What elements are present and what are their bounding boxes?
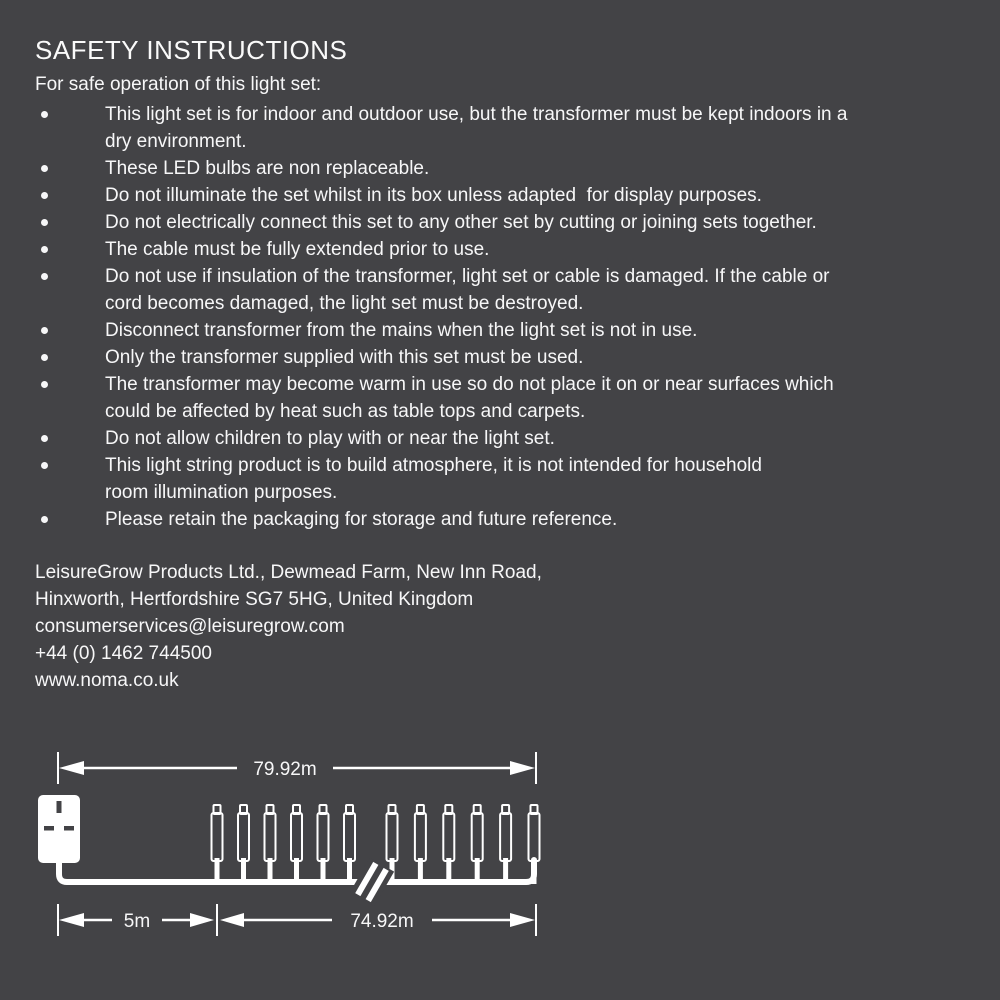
contact-line: LeisureGrow Products Ltd., Dewmead Farm, New Inn Road, xyxy=(35,562,542,583)
safety-bullet-line: Disconnect transformer from the mains when the light set is not in use. xyxy=(105,320,698,341)
safety-bullet-item xyxy=(35,506,960,533)
safety-bullet-line: could be affected by heat such as table tops and carpets. xyxy=(105,401,586,422)
bullet-dot xyxy=(41,165,48,172)
safety-bullet-line: Do not illuminate the set whilst in its box unless adapted for display purposes. xyxy=(105,185,762,206)
dimension-lines xyxy=(84,768,512,920)
bulb-icon xyxy=(387,805,398,884)
bullet-dot xyxy=(41,219,48,226)
uk-plug-icon xyxy=(38,795,80,863)
bulb-icon xyxy=(291,805,302,884)
safety-bullet-item xyxy=(35,182,960,209)
contact-line: Hinxworth, Hertfordshire SG7 5HG, United Kingdom xyxy=(35,589,474,610)
bullet-dot xyxy=(41,246,48,253)
lead-length-label: 5m xyxy=(123,911,151,932)
bulb-icon xyxy=(265,805,276,884)
safety-bullet-line: Do not allow children to play with or near the light set. xyxy=(105,428,555,449)
cable-break-icon xyxy=(350,858,394,907)
safety-bullet-line: The transformer may become warm in use so do not place it on or near surfaces which xyxy=(105,374,834,395)
safety-bullet-item xyxy=(35,236,960,263)
bullet-dot xyxy=(41,327,48,334)
contact-line: consumerservices@leisuregrow.com xyxy=(35,616,345,637)
contact-line: +44 (0) 1462 744500 xyxy=(35,643,212,664)
safety-bullet-line: This light string product is to build atmosphere, it is not intended for household xyxy=(105,455,762,476)
bullet-dot xyxy=(41,111,48,118)
safety-bullet-line: The cable must be fully extended prior to use. xyxy=(105,239,490,260)
bulb-icon xyxy=(443,805,454,884)
safety-bullet-item xyxy=(35,209,960,236)
safety-bullet-line: Do not electrically connect this set to any other set by cutting or joining sets together. xyxy=(105,212,817,233)
bulb-icon xyxy=(500,805,511,884)
safety-bullet-line: Please retain the packaging for storage and future reference. xyxy=(105,509,618,530)
total-length-label: 79.92m xyxy=(253,759,317,780)
bulb-icon xyxy=(415,805,426,884)
bullet-dot xyxy=(41,462,48,469)
bullet-dot xyxy=(41,435,48,442)
dimension-ticks xyxy=(58,752,536,936)
safety-bullet-item xyxy=(35,371,960,425)
safety-bullet-item xyxy=(35,317,960,344)
intro-text: For safe operation of this light set: xyxy=(35,74,322,95)
bullet-dot xyxy=(41,381,48,388)
safety-bullet-item xyxy=(35,425,960,452)
bulb-icon xyxy=(529,805,540,884)
dimension-arrowheads xyxy=(59,761,535,927)
contact-line: www.noma.co.uk xyxy=(35,670,179,691)
safety-bullet-line: room illumination purposes. xyxy=(105,482,338,503)
bulb-icon xyxy=(212,805,223,884)
safety-bullet-item xyxy=(35,344,960,371)
safety-list xyxy=(35,101,960,533)
safety-bullet-line: Only the transformer supplied with this set must be used. xyxy=(105,347,584,368)
safety-bullet-line: dry environment. xyxy=(105,131,247,152)
bulb-icon xyxy=(472,805,483,884)
bullet-dot xyxy=(41,273,48,280)
lit-length-label: 74.92m xyxy=(350,911,414,932)
safety-bullet-line: cord becomes damaged, the light set must be destroyed. xyxy=(105,293,584,314)
bulb-icon xyxy=(344,805,355,884)
safety-bullet-line: These LED bulbs are non replaceable. xyxy=(105,158,430,179)
bullet-dot xyxy=(41,354,48,361)
bulb-icon xyxy=(318,805,329,884)
safety-bullet-item xyxy=(35,263,960,317)
cable xyxy=(59,858,534,882)
bullet-dot xyxy=(41,192,48,199)
safety-bullet-line: Do not use if insulation of the transformer, light set or cable is damaged. If the cable or xyxy=(105,266,830,287)
contact-block xyxy=(35,559,960,694)
safety-bullet-item xyxy=(35,155,960,182)
safety-bullet-item xyxy=(35,452,960,506)
safety-bullet-line: This light set is for indoor and outdoor use, but the transformer must be kept indoors in a xyxy=(105,104,848,125)
safety-bullet-item xyxy=(35,101,960,155)
page-title: SAFETY INSTRUCTIONS xyxy=(35,35,348,65)
bullet-dot xyxy=(41,516,48,523)
bulb-icon xyxy=(238,805,249,884)
bulbs-group xyxy=(212,805,540,884)
